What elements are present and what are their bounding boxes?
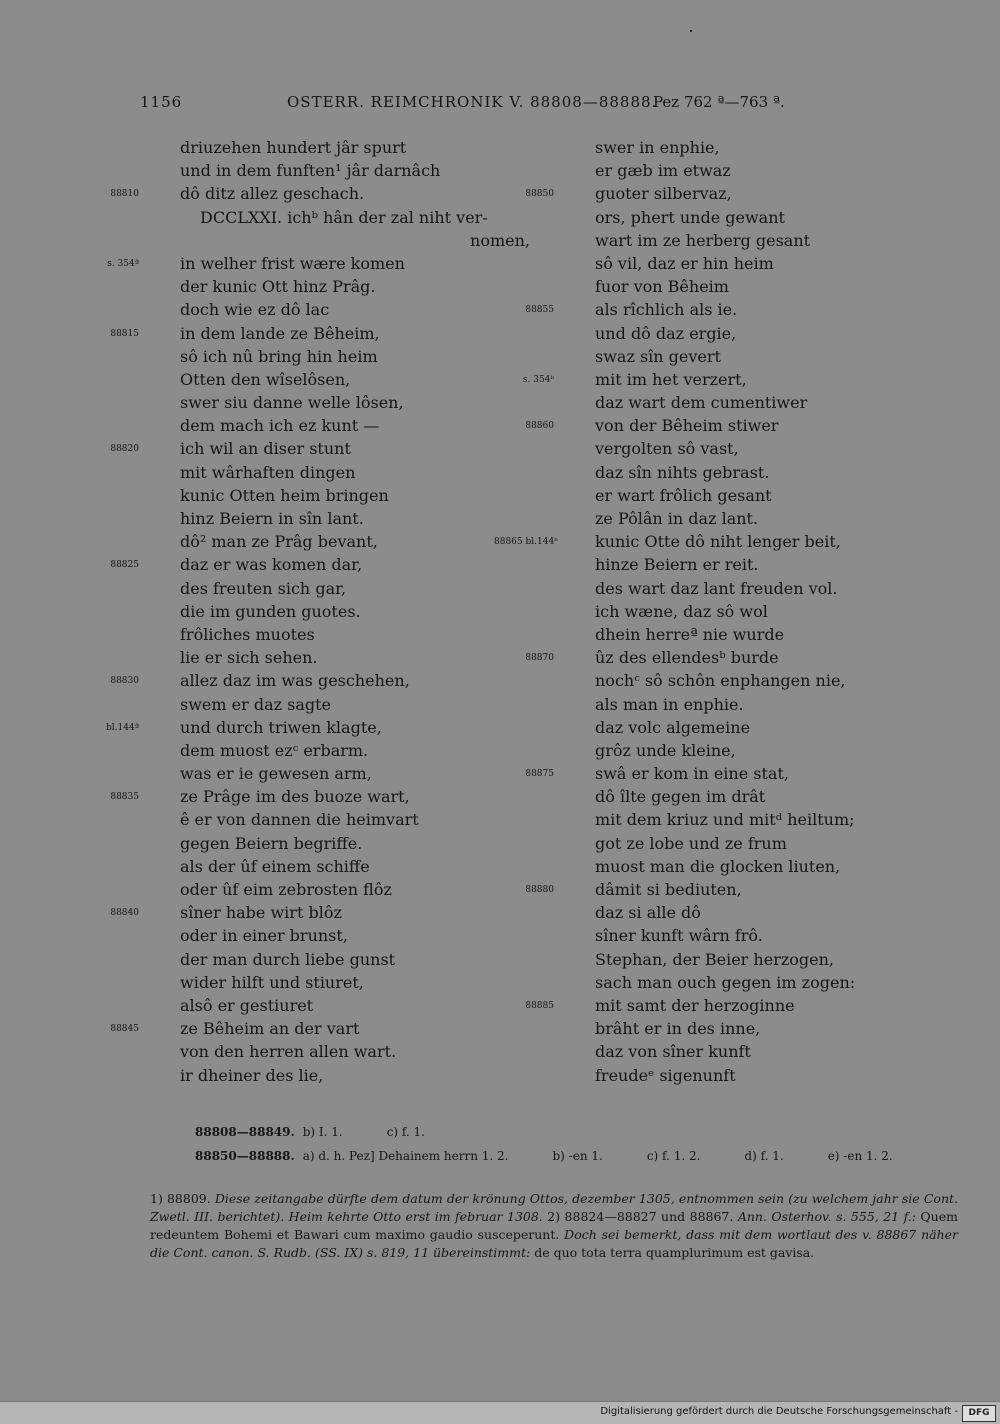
verse-line: [555, 345, 975, 368]
verse-line: [522, 368, 975, 391]
verse-line: [110, 322, 540, 345]
scan-speck: [690, 30, 692, 32]
verse-text: DCCLXXI. ichᵇ hân der zal niht ver-: [200, 207, 488, 227]
verse-line: [140, 484, 540, 507]
verse-line: [140, 924, 540, 947]
footnote-1-text: Diese zeitangabe dürfte dem datum der krönung Ottos, dezember 1305, entnommen sein (zu welchem jahr sie Cont. Zwetl. III. berichtet). Heim kehrte Otto erst im februar 1308.: [150, 1191, 958, 1224]
apparatus-entry: b) I. 1.: [302, 1125, 343, 1139]
verse-line: [555, 623, 975, 646]
verse-line: [555, 1064, 975, 1087]
verse-text: kunic Otten heim bringen: [180, 485, 389, 505]
verse-text: der kunic Ott hinz Prâg.: [180, 277, 376, 297]
verse-line: [555, 808, 975, 831]
verse-line: [106, 716, 540, 739]
verse-line: [525, 878, 975, 901]
verse-text: swer siu danne welle lôsen,: [180, 393, 404, 413]
verse-line: [555, 553, 975, 576]
verse-text: brâht er in des inne,: [595, 1019, 761, 1039]
verse-line: [555, 971, 975, 994]
line-marker: 88820: [110, 444, 139, 455]
verse-text: dem mach ich ez kunt —: [180, 416, 380, 436]
verse-text: fuor von Bêheim: [595, 277, 729, 297]
verse-text: in welher frist wære komen: [180, 253, 405, 273]
line-marker: 88860: [525, 421, 554, 432]
verse-line: [525, 182, 975, 205]
verse-text: sîner habe wirt blôz: [180, 903, 342, 923]
verse-line: [110, 669, 540, 692]
verse-line: [140, 507, 540, 530]
verse-text: freudeᵉ sigenunft: [595, 1065, 736, 1085]
verse-text: dô îlte gegen im drât: [595, 787, 766, 807]
line-marker: 88855: [525, 305, 554, 316]
verse-line: [555, 275, 975, 298]
verse-text: dô² man ze Prâg bevant,: [180, 532, 378, 552]
verse-text: mit im het verzert,: [595, 369, 747, 389]
verse-text: Otten den wîselôsen,: [180, 369, 351, 389]
verse-line: [525, 646, 975, 669]
verse-text: und durch triwen klagte,: [180, 717, 382, 737]
verse-text: allez daz im was geschehen,: [180, 671, 410, 691]
line-marker: 88850: [525, 189, 554, 200]
line-marker: 88845: [110, 1024, 139, 1035]
verse-line: [555, 484, 975, 507]
verse-text: als rîchlich als ie.: [595, 300, 738, 320]
dfg-logo: DFG: [962, 1405, 996, 1422]
verse-line: [555, 507, 975, 530]
verse-line: [140, 762, 540, 785]
verse-text: gegen Beiern begriffe.: [180, 833, 363, 853]
verse-text: daz volc algemeine: [595, 717, 751, 737]
line-marker: 88830: [110, 676, 139, 687]
footnote-2-reference: Ann. Osterhov. s. 555, 21 f.:: [737, 1209, 916, 1224]
verse-text: lie er sich sehen.: [180, 648, 318, 668]
verse-line: [140, 994, 540, 1017]
verse-line: [555, 577, 975, 600]
verse-text: wider hilft und stiuret,: [180, 972, 364, 992]
critical-apparatus: [195, 1120, 975, 1168]
verse-text: Stephan, der Beier herzogen,: [595, 949, 834, 969]
verse-text: und in dem funften¹ jâr darnâch: [180, 161, 441, 181]
verse-line: [140, 461, 540, 484]
footnote-1-label: 1) 88809.: [150, 1191, 211, 1206]
verse-text: mit dem kriuz und mitᵈ heiltum;: [595, 810, 855, 830]
line-marker: 88810: [110, 189, 139, 200]
verse-line: [555, 600, 975, 623]
verse-text: ze Bêheim an der vart: [180, 1019, 360, 1039]
verse-text: got ze lobe und ze frum: [595, 833, 787, 853]
verse-text: daz wart dem cumentiwer: [595, 393, 808, 413]
verse-range: 88850—88888.: [195, 1149, 295, 1163]
verse-line: [555, 924, 975, 947]
verse-text: grôz unde kleine,: [595, 740, 736, 760]
verse-text: von der Bêheim stiwer: [595, 416, 779, 436]
apparatus-entry: b) -en 1.: [552, 1149, 603, 1163]
verse-line: [494, 530, 975, 553]
verse-line: [140, 136, 540, 159]
verse-text: ich wæne, daz sô wol: [595, 601, 768, 621]
verse-line: [107, 252, 540, 275]
verse-text: sô vil, daz er hin heim: [595, 253, 774, 273]
verse-line: [140, 693, 540, 716]
verse-line: [555, 229, 975, 252]
verse-line: [140, 345, 540, 368]
verse-line: [525, 762, 975, 785]
verse-text: als man in enphie.: [595, 694, 744, 714]
verse-text: er wart frôlich gesant: [595, 485, 772, 505]
verse-text: mit wârhaften dingen: [180, 462, 356, 482]
verse-text: ich wil an diser stunt: [180, 439, 351, 459]
apparatus-line: [195, 1120, 975, 1144]
verse-line: [140, 159, 540, 182]
verse-text: dô ditz allez geschach.: [180, 184, 365, 204]
verse-line: [140, 391, 540, 414]
verse-line: [140, 577, 540, 600]
verse-line: [525, 414, 975, 437]
apparatus-line: [195, 1144, 975, 1168]
verse-line: [140, 878, 540, 901]
funding-notice: Digitalisierung gefördert durch die Deutsche Forschungsgemeinschaft -: [600, 1406, 958, 1417]
left-verse-column: [106, 136, 540, 1087]
verse-text: daz er was komen dar,: [180, 555, 363, 575]
line-marker: 88875: [525, 769, 554, 780]
verse-text: vergolten sô vast,: [595, 439, 739, 459]
verse-line: [555, 739, 975, 762]
verse-text: oder ûf eim zebrosten flôz: [180, 880, 392, 899]
verse-text: die im gunden guotes.: [180, 601, 361, 621]
verse-line: [140, 298, 540, 321]
verse-text: swaz sîn gevert: [595, 346, 721, 366]
line-marker: 88840: [110, 908, 139, 919]
line-marker: 88885: [525, 1000, 554, 1011]
verse-line: [110, 553, 540, 576]
verse-text: sîner kunft wârn frô.: [595, 926, 763, 946]
verse-text: ze Prâge im des buoze wart,: [180, 787, 410, 807]
footnote-2-label: 2) 88824—88827 und 88867.: [547, 1209, 734, 1224]
verse-line: [140, 229, 540, 252]
verse-line: [555, 322, 975, 345]
verse-line: [140, 275, 540, 298]
verse-line: [525, 994, 975, 1017]
footnote-2-end: de quo tota terra quamplurimum est gavisa.: [534, 1245, 815, 1260]
page-header: [0, 93, 1000, 117]
verse-text: daz sîn nihts gebrast.: [595, 462, 770, 482]
running-title: OSTERR. REIMCHRONIK V. 88808—88888.: [287, 93, 658, 111]
verse-text: ze Pôlân in daz lant.: [595, 509, 759, 528]
verse-line: [110, 785, 540, 808]
verse-line: [555, 461, 975, 484]
line-marker: 88865 bl.144ᵇ: [494, 537, 558, 548]
verse-text: kunic Otte dô niht lenger beit,: [595, 532, 841, 552]
verse-text: guoter silbervaz,: [595, 184, 732, 204]
verse-text: dhein herreª nie wurde: [595, 624, 785, 644]
verse-text: daz von sîner kunft: [595, 1042, 751, 1062]
verse-text: hinz Beiern in sîn lant.: [180, 509, 364, 528]
footnotes: [150, 1190, 958, 1262]
verse-text: dâmit si bediuten,: [595, 880, 742, 899]
verse-line: [140, 808, 540, 831]
verse-text: und dô daz ergie,: [595, 323, 737, 343]
verse-text: daz si alle dô: [595, 903, 701, 923]
verse-text: in dem lande ze Bêheim,: [180, 323, 380, 343]
verse-text: des wart daz lant freuden vol.: [595, 578, 838, 598]
footnote-2-remark: Doch sei bemerkt, dass mit dem wortlaut des v. 88867 näher die Cont. canon. S. Rudb. (SS. IX) s. 819, 11 übereinstimmt:: [150, 1227, 958, 1260]
apparatus-entry: c) f. 1. 2.: [646, 1149, 701, 1163]
verse-line: [555, 1017, 975, 1040]
line-marker: 88870: [525, 653, 554, 664]
line-marker: 88880: [525, 885, 554, 895]
verse-text: ir dheiner des lie,: [180, 1065, 324, 1085]
verse-text: sach man ouch gegen im zogen:: [595, 972, 856, 992]
line-marker: s. 354ᵇ: [522, 374, 554, 385]
verse-line: [555, 391, 975, 414]
verse-text: sô ich nû bring hin heim: [180, 346, 378, 366]
page-number: 1156: [140, 93, 183, 111]
verse-line: [140, 832, 540, 855]
apparatus-entry: e) -en 1. 2.: [827, 1149, 893, 1163]
verse-line: [140, 1064, 540, 1087]
verse-text: hinze Beiern er reit.: [595, 555, 759, 575]
verse-text: mit samt der herzoginne: [595, 995, 795, 1015]
verse-line: [555, 716, 975, 739]
verse-line: [140, 739, 540, 762]
verse-text: frôliches muotes: [180, 624, 315, 644]
verse-line: [555, 693, 975, 716]
verse-line: [555, 948, 975, 971]
verse-line: [140, 1040, 540, 1063]
verse-text: von den herren allen wart.: [180, 1042, 397, 1062]
footnote-2-quote: Quem redeuntem Bohemi et Bawari cum maximo gaudio susceperunt.: [150, 1209, 958, 1242]
verse-line: [140, 855, 540, 878]
verse-line: [555, 136, 975, 159]
verse-line: [555, 901, 975, 924]
verse-line: [110, 437, 540, 460]
verse-line: [555, 252, 975, 275]
verse-text: nomen,: [470, 230, 530, 250]
verse-line: [140, 646, 540, 669]
verse-line: [525, 298, 975, 321]
verse-text: ê er von dannen die heimvart: [180, 810, 419, 830]
verse-line: [110, 182, 540, 205]
verse-line: [140, 414, 540, 437]
verse-line: [555, 159, 975, 182]
verse-text: wart im ze herberg gesant: [595, 230, 811, 250]
verse-text: nochᶜ sô schôn enphangen nie,: [595, 671, 846, 691]
verse-text: muost man die glocken liuten,: [595, 856, 841, 876]
verse-text: swer in enphie,: [595, 138, 720, 157]
verse-line: [140, 948, 540, 971]
verse-text: er gæb im etwaz: [595, 161, 731, 181]
verse-line: [140, 530, 540, 553]
verse-line: [555, 1040, 975, 1063]
verse-text: doch wie ez dô lac: [180, 300, 330, 320]
verse-line: [140, 368, 540, 391]
funding-footer: [0, 1401, 1000, 1424]
verse-line: [555, 785, 975, 808]
apparatus-entry: a) d. h. Pez] Dehainem herrn 1. 2.: [302, 1149, 509, 1163]
verse-text: ûz des ellendesᵇ burde: [595, 648, 779, 668]
verse-line: [140, 600, 540, 623]
line-marker: 88815: [110, 328, 139, 339]
line-marker: bl.144ª: [106, 722, 139, 733]
verse-line: [555, 832, 975, 855]
verse-text: swem er daz sagte: [180, 694, 332, 714]
verse-text: swâ er kom in eine stat,: [595, 764, 789, 784]
line-marker: s. 354ª: [107, 258, 139, 269]
verse-line: [555, 855, 975, 878]
verse-text: des freuten sich gar,: [180, 578, 347, 598]
verse-line: [140, 971, 540, 994]
apparatus-entry: c) f. 1.: [386, 1125, 425, 1139]
verse-text: was er ie gewesen arm,: [180, 764, 372, 784]
verse-text: oder in einer brunst,: [180, 926, 348, 946]
verse-line: [110, 901, 540, 924]
verse-text: alsô er gestiuret: [180, 995, 314, 1015]
verse-text: der man durch liebe gunst: [180, 949, 396, 969]
verse-line: [140, 623, 540, 646]
verse-text: ors, phert unde gewant: [595, 207, 785, 227]
verse-line: [110, 1017, 540, 1040]
verse-text: als der ûf einem schiffe: [180, 856, 370, 876]
apparatus-entry: d) f. 1.: [744, 1149, 784, 1163]
verse-range: 88808—88849.: [195, 1125, 295, 1139]
verse-line: [555, 437, 975, 460]
verse-line: [555, 669, 975, 692]
verse-text: driuzehen hundert jâr spurt: [180, 138, 407, 157]
pez-reference: Pez 762 ª—763 ª.: [653, 93, 785, 111]
verse-line: [140, 206, 540, 229]
line-marker: 88835: [110, 792, 139, 803]
verse-line: [555, 206, 975, 229]
line-marker: 88825: [110, 560, 139, 571]
verse-text: dem muost ezᶜ erbarm.: [180, 740, 369, 760]
